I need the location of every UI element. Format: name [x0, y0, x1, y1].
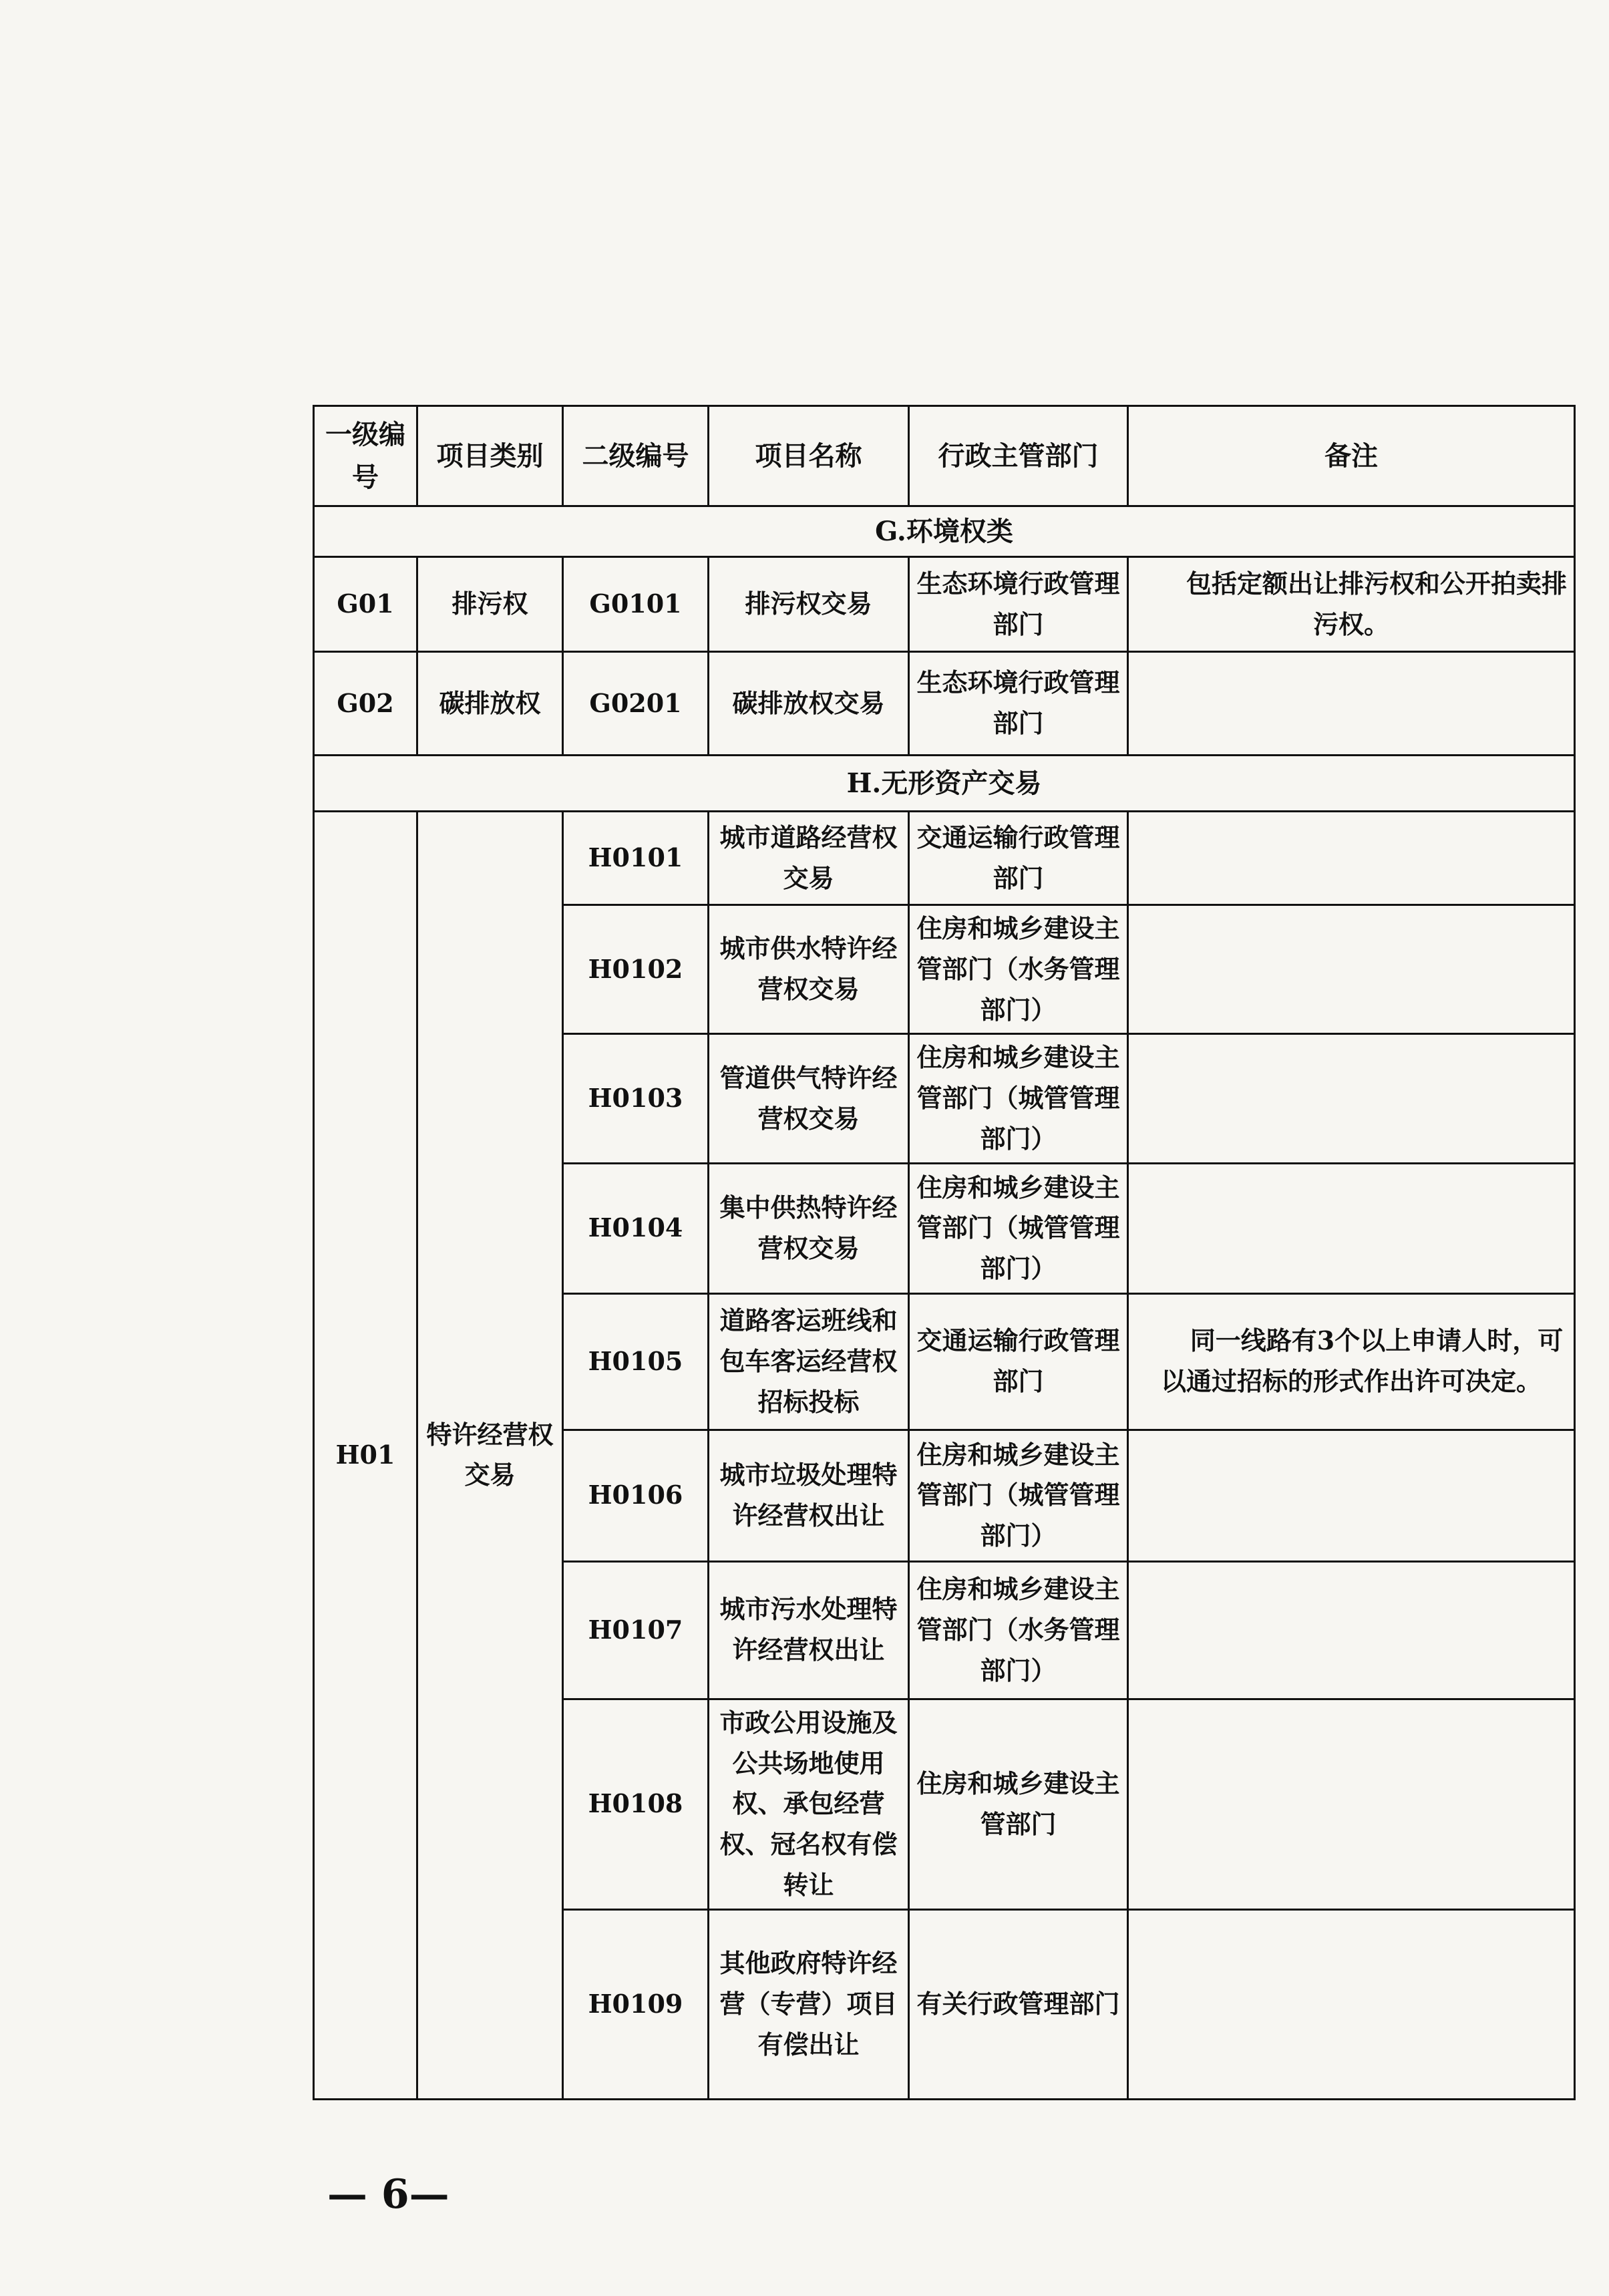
table-header-row — [314, 406, 1575, 506]
level2-code: H0105 — [563, 1293, 709, 1430]
level2-code: H0109 — [563, 1909, 709, 2099]
dept: 交通运输行政管理部门 — [909, 812, 1128, 905]
header-level1-code: 一级编号 — [314, 406, 417, 506]
level2-code: G0201 — [563, 652, 709, 756]
item-name: 道路客运班线和包车客运经营权招标投标 — [709, 1293, 909, 1430]
page-number: — 6— — [327, 2171, 450, 2218]
dept: 生态环境行政管理部门 — [909, 557, 1128, 652]
remarks: 同一线路有3个以上申请人时，可以通过招标的形式作出许可决定。 — [1128, 1293, 1575, 1430]
header-item-name: 项目名称 — [709, 406, 909, 506]
level1-code: G02 — [314, 652, 417, 756]
remarks — [1128, 905, 1575, 1034]
table-row — [314, 812, 1575, 905]
item-name: 碳排放权交易 — [709, 652, 909, 756]
level2-code: H0107 — [563, 1561, 709, 1699]
level2-code: H0106 — [563, 1430, 709, 1561]
remarks — [1128, 1430, 1575, 1561]
header-category: 项目类别 — [417, 406, 563, 506]
remarks — [1128, 1034, 1575, 1163]
category: 特许经营权交易 — [417, 812, 563, 2100]
dept: 住房和城乡建设主管部门（城管管理部门） — [909, 1034, 1128, 1163]
project-table — [313, 405, 1576, 2100]
item-name: 其他政府特许经营（专营）项目有偿出让 — [709, 1909, 909, 2099]
header-remarks: 备注 — [1128, 406, 1575, 506]
item-name: 城市污水处理特许经营权出让 — [709, 1561, 909, 1699]
remarks — [1128, 1699, 1575, 1909]
section-title-g: G.环境权类 — [314, 506, 1575, 557]
dept: 有关行政管理部门 — [909, 1909, 1128, 2099]
level2-code: H0103 — [563, 1034, 709, 1163]
level2-code: H0108 — [563, 1699, 709, 1909]
dept: 住房和城乡建设主管部门（水务管理部门） — [909, 905, 1128, 1034]
level1-code: H01 — [314, 812, 417, 2100]
category: 碳排放权 — [417, 652, 563, 756]
dept: 住房和城乡建设主管部门（城管管理部门） — [909, 1430, 1128, 1561]
level2-code: G0101 — [563, 557, 709, 652]
dept: 交通运输行政管理部门 — [909, 1293, 1128, 1430]
section-title-h: H.无形资产交易 — [314, 756, 1575, 812]
item-name: 集中供热特许经营权交易 — [709, 1163, 909, 1293]
table-row — [314, 652, 1575, 756]
section-row-g — [314, 506, 1575, 557]
dept: 生态环境行政管理部门 — [909, 652, 1128, 756]
remarks — [1128, 1561, 1575, 1699]
item-name: 管道供气特许经营权交易 — [709, 1034, 909, 1163]
item-name: 城市道路经营权交易 — [709, 812, 909, 905]
dept: 住房和城乡建设主管部门 — [909, 1699, 1128, 1909]
item-name: 城市垃圾处理特许经营权出让 — [709, 1430, 909, 1561]
item-name: 城市供水特许经营权交易 — [709, 905, 909, 1034]
level1-code: G01 — [314, 557, 417, 652]
remarks — [1128, 812, 1575, 905]
dept: 住房和城乡建设主管部门（水务管理部门） — [909, 1561, 1128, 1699]
category: 排污权 — [417, 557, 563, 652]
header-dept: 行政主管部门 — [909, 406, 1128, 506]
remarks: 包括定额出让排污权和公开拍卖排污权。 — [1128, 557, 1575, 652]
dept: 住房和城乡建设主管部门（城管管理部门） — [909, 1163, 1128, 1293]
level2-code: H0102 — [563, 905, 709, 1034]
table-row — [314, 557, 1575, 652]
remarks — [1128, 1163, 1575, 1293]
item-name: 市政公用设施及公共场地使用权、承包经营权、冠名权有偿转让 — [709, 1699, 909, 1909]
remarks — [1128, 1909, 1575, 2099]
remarks — [1128, 652, 1575, 756]
header-level2-code: 二级编号 — [563, 406, 709, 506]
level2-code: H0101 — [563, 812, 709, 905]
level2-code: H0104 — [563, 1163, 709, 1293]
section-row-h — [314, 756, 1575, 812]
item-name: 排污权交易 — [709, 557, 909, 652]
